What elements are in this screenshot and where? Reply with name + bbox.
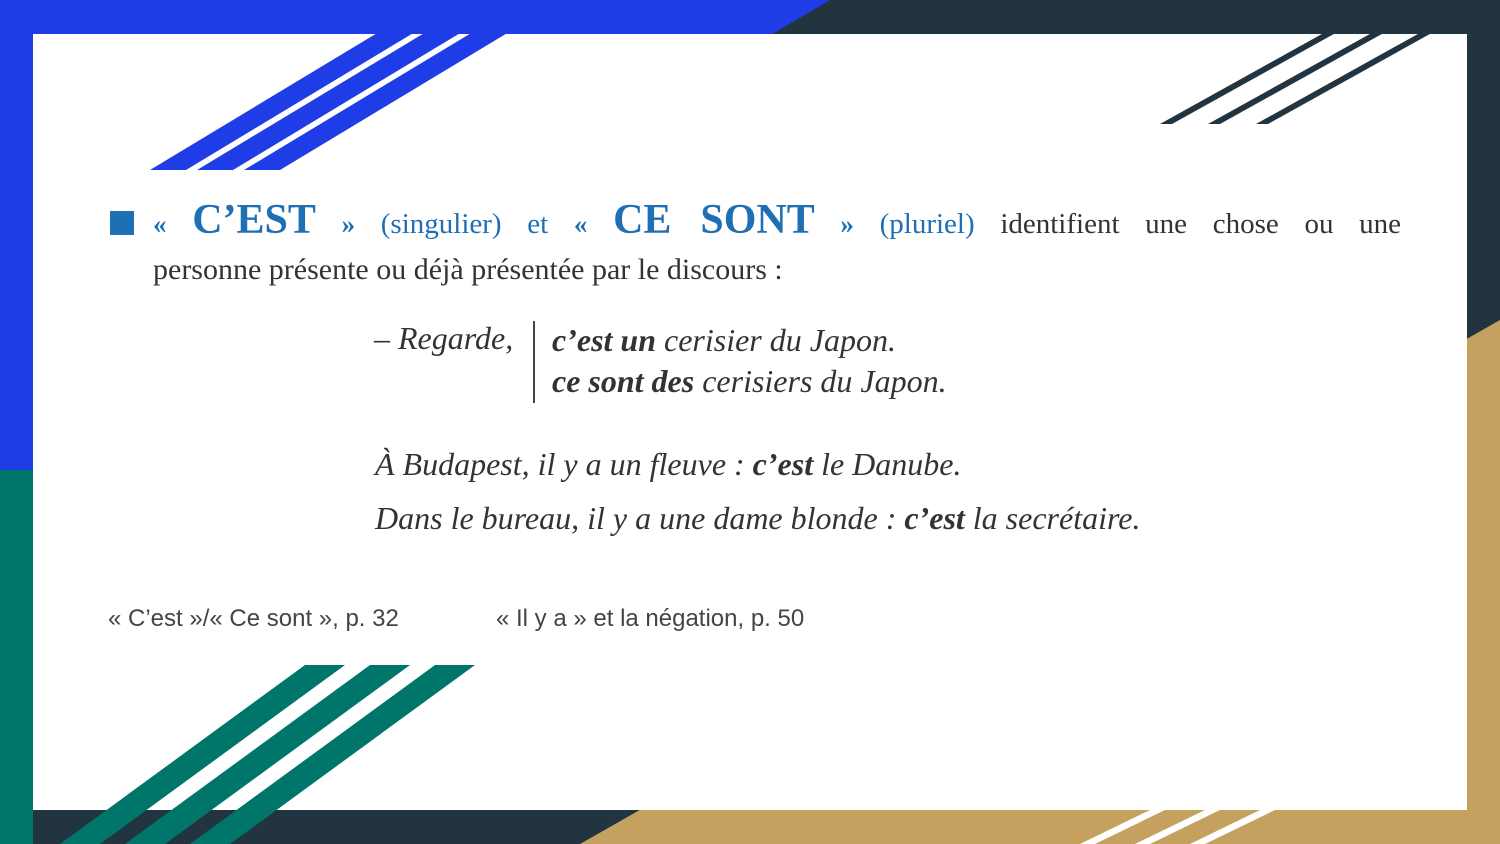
close-guillemet: » (341, 209, 356, 239)
heading-line-2: personne présente ou déjà présentée par le discours : (153, 253, 783, 286)
cest-keyword: C’EST (192, 197, 316, 243)
et-word: et (527, 208, 549, 240)
square-bullet-icon (110, 211, 134, 235)
slide-card (33, 34, 1467, 810)
close-guillemet: » (840, 209, 854, 239)
example-row-singular (552, 320, 947, 361)
example-text: la secrétaire. (972, 500, 1141, 536)
example-text: cerisiers du Japon. (702, 363, 947, 399)
pluriel-label: (pluriel) (879, 208, 975, 240)
example-bold: ce sont des (552, 363, 695, 399)
heading-line-1 (153, 196, 1401, 244)
reference-il-y-a: « Il y a » et la négation, p. 50 (496, 605, 805, 632)
example-divider (533, 321, 535, 403)
example-text: Dans le bureau, il y a une dame blonde : (375, 500, 897, 536)
reference-cest-cesont: « C’est »/« Ce sont », p. 32 (108, 605, 399, 632)
example-text: le Danube. (821, 446, 962, 482)
example-bold: c’est (904, 500, 965, 536)
open-guillemet: « (573, 209, 588, 239)
example-lead: – Regarde, (374, 320, 514, 356)
example-choices (552, 320, 947, 402)
example-budapest (375, 446, 961, 483)
example-bold: c’est un (552, 322, 656, 358)
heading-rest: identifient une chose ou une (1000, 208, 1402, 240)
open-guillemet: « (153, 209, 167, 239)
singulier-label: (singulier) (380, 208, 502, 240)
example-text: cerisier du Japon. (664, 322, 896, 358)
example-bold: c’est (752, 446, 814, 482)
cesont-keyword: CE SONT (613, 197, 815, 243)
example-text: À Budapest, il y a un fleuve : (375, 446, 745, 482)
example-bureau (375, 500, 1140, 537)
example-row-plural (552, 361, 947, 402)
